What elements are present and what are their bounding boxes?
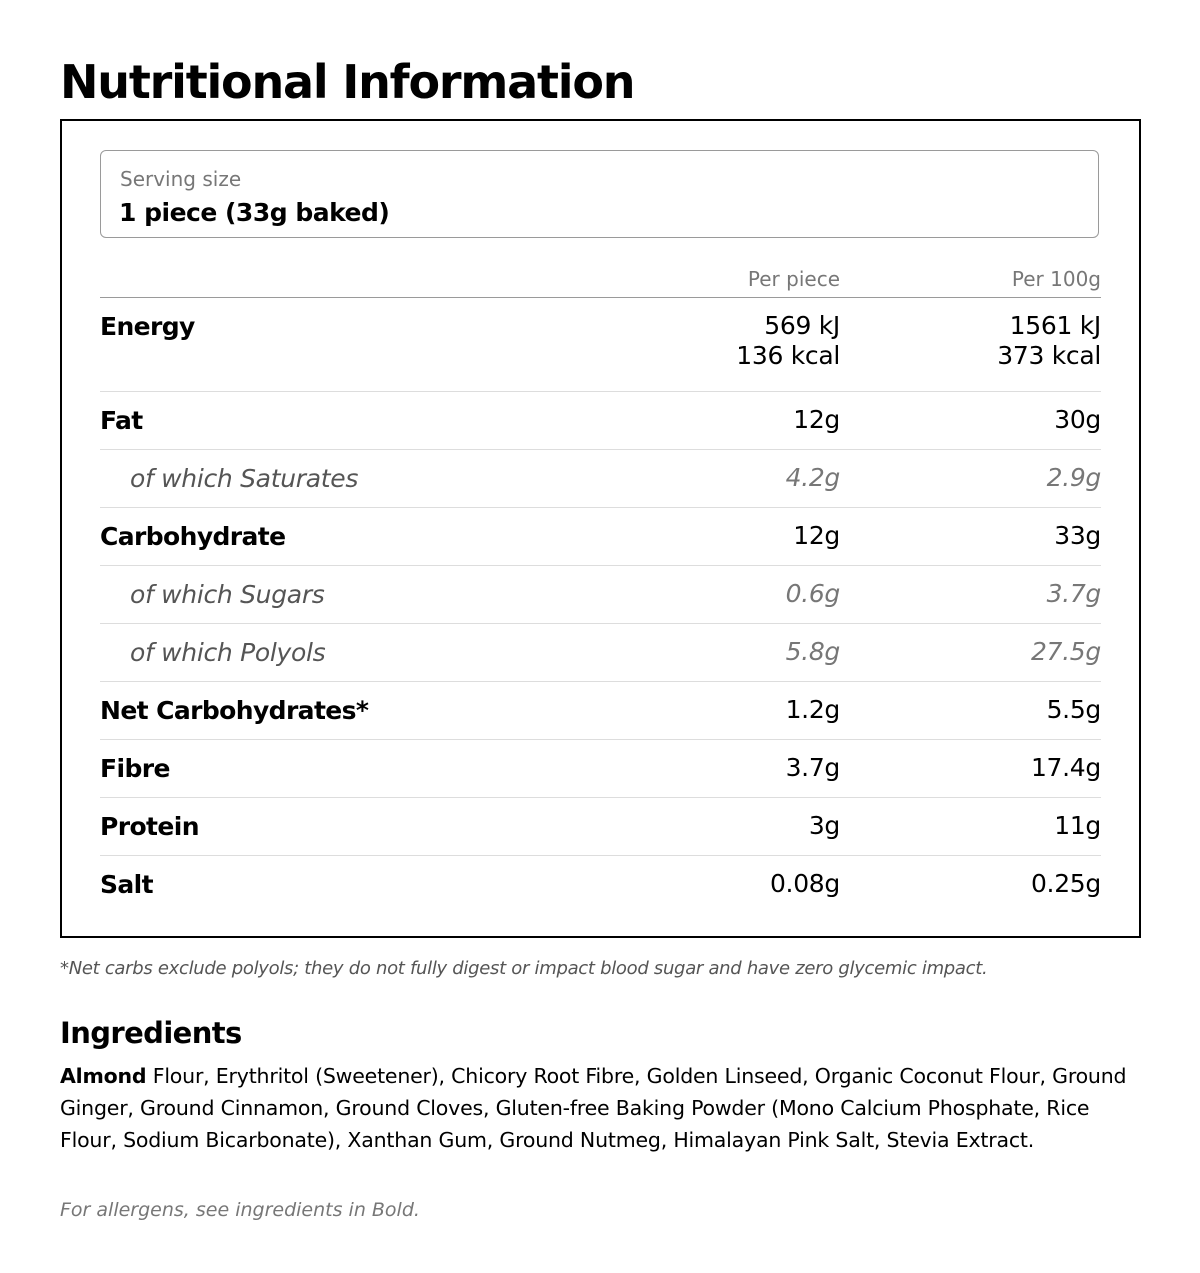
serving-size-value: 1 piece (33g baked) [119, 198, 390, 227]
per-100g-value [841, 811, 1101, 841]
column-header-per-100g: Per 100g [1011, 267, 1101, 291]
nutrient-label: Fat [100, 406, 143, 435]
ingredients-text: Flour, Erythritol (Sweetener), Chicory Root Fibre, Golden Linseed, Organic Coconut Flour, Ground Ginger, Ground Cinnamon, Ground Cloves, Gluten-free Baking Powder (Mono Calcium Phosphate, Rice Flour, Sodium Bicarbonate), Xanthan Gum, Ground Nutmeg, Himalayan Pink Salt, Stevia Extract. [60, 1064, 1127, 1152]
per-100g-value [841, 311, 1101, 371]
nutrient-label: Net Carbohydrates* [100, 696, 369, 725]
serving-size-box [100, 150, 1099, 238]
per-100g-value-line: 2.9g [1046, 463, 1101, 492]
per-piece-value [580, 753, 840, 783]
per-piece-value [580, 695, 840, 725]
nutrient-row [100, 740, 1101, 798]
per-100g-value-line: 30g [1054, 405, 1101, 434]
nutrient-row [100, 624, 1101, 682]
allergen-ingredient: Almond [60, 1064, 147, 1088]
per-100g-value [841, 869, 1101, 899]
per-100g-value-line: 373 kcal [997, 341, 1101, 370]
per-piece-value-line: 3.7g [785, 753, 840, 782]
per-100g-value [841, 637, 1101, 667]
nutrient-row [100, 682, 1101, 740]
per-piece-value [580, 463, 840, 493]
per-piece-value-line: 0.6g [785, 579, 840, 608]
per-piece-value-line: 569 kJ [764, 311, 840, 340]
nutrient-label: of which Sugars [130, 580, 325, 609]
net-carbs-footnote: *Net carbs exclude polyols; they do not fully digest or impact blood sugar and have zero glycemic impact. [60, 958, 988, 979]
per-100g-value [841, 405, 1101, 435]
allergen-note: For allergens, see ingredients in Bold. [60, 1199, 420, 1221]
per-100g-value-line: 27.5g [1030, 637, 1101, 666]
per-piece-value [580, 579, 840, 609]
nutrient-label: Protein [100, 812, 199, 841]
nutrient-label: of which Saturates [130, 464, 359, 493]
per-100g-value-line: 3.7g [1046, 579, 1101, 608]
per-piece-value-line: 4.2g [785, 463, 840, 492]
nutrient-label: Energy [100, 312, 195, 341]
per-piece-value [580, 521, 840, 551]
per-piece-value-line: 136 kcal [736, 341, 840, 370]
nutrient-row [100, 566, 1101, 624]
page-title: Nutritional Information [60, 55, 635, 109]
nutrient-row [100, 450, 1101, 508]
ingredients-list [60, 1060, 1135, 1156]
nutrient-row [100, 298, 1101, 392]
per-100g-value-line: 0.25g [1030, 869, 1101, 898]
per-100g-value-line: 5.5g [1046, 695, 1101, 724]
per-piece-value-line: 1.2g [785, 695, 840, 724]
per-piece-value [580, 637, 840, 667]
per-piece-value [580, 869, 840, 899]
per-100g-value-line: 11g [1054, 811, 1101, 840]
serving-size-label: Serving size [120, 167, 242, 191]
per-piece-value-line: 3g [808, 811, 840, 840]
per-100g-value [841, 695, 1101, 725]
nutrient-row [100, 508, 1101, 566]
per-100g-value [841, 521, 1101, 551]
nutrient-row [100, 392, 1101, 450]
nutrient-rows [100, 298, 1101, 913]
nutrient-label: Fibre [100, 754, 170, 783]
column-header-per-piece: Per piece [747, 267, 840, 291]
per-piece-value [580, 311, 840, 371]
per-100g-value-line: 17.4g [1030, 753, 1101, 782]
per-piece-value-line: 0.08g [769, 869, 840, 898]
per-100g-value [841, 463, 1101, 493]
per-piece-value-line: 12g [793, 521, 840, 550]
nutrient-row [100, 856, 1101, 913]
per-100g-value [841, 753, 1101, 783]
per-piece-value [580, 405, 840, 435]
nutrient-label: Carbohydrate [100, 522, 286, 551]
nutrient-row [100, 798, 1101, 856]
ingredients-title: Ingredients [60, 1016, 242, 1050]
nutrition-table-panel [60, 119, 1141, 938]
nutrient-label: Salt [100, 870, 153, 899]
per-100g-value [841, 579, 1101, 609]
per-piece-value-line: 12g [793, 405, 840, 434]
per-piece-value-line: 5.8g [785, 637, 840, 666]
per-piece-value [580, 811, 840, 841]
per-100g-value-line: 33g [1054, 521, 1101, 550]
nutrient-label: of which Polyols [130, 638, 326, 667]
per-100g-value-line: 1561 kJ [1009, 311, 1101, 340]
